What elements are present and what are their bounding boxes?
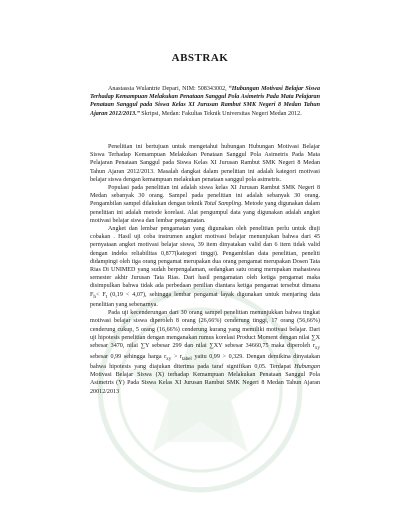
- p4-text-a: Pada uji kecenderungan dari 30 orang sampel penelitian menunjukkan bahwa tingkat motivasi belajar siswa diperoleh 8 orang (26,66%) cenderung tinggi, 17 orang (56,66%) cenderung cukup, 5 orang (16,66%) cenderung kurang yang memiliki motivasi belajar. Dari uji hipotesis penelitian dengan menganakan rumus korelasi Product Moment dengan nilai ∑X sebesar 3470, nilai ∑Y sebesar 299 dan nilai ∑XY sebesar 34660,75 maka diperoleh r: [90, 310, 320, 350]
- p2-text-b: . Metode yang digunakan dalam penelitian ini adalah metode korelasi. Alat pengumpul data yang digunakan adalah angket motivasi belajar siswa dan lembar pengamatan.: [90, 201, 320, 224]
- citation-tail: Skripsi, Medan: Fakultas Teknik Universitas Negeri Medan 2012.: [139, 110, 302, 117]
- abstract-paragraph-2: [90, 184, 320, 225]
- p4-text-mid1: sebesar 0,99 sehingga harga r: [90, 353, 167, 360]
- abstract-paragraph-3: [90, 225, 320, 309]
- p4-text-mid3: yaitu 0,99 > 0,329. Dengan demikina dinyatakan bahwa hipotesis yang diajukan diterima pada taraf signifikan 0,05. Terdapat: [90, 353, 321, 370]
- abstract-title: ABSTRAK: [171, 52, 229, 64]
- abstract-paragraph-1: Penelitian ini bertujuan untuk mengetahui hubungan Hubungan Motivasi Belajar Siswa Terhadap Kemampuan Melakukan Penataan Sanggul Pola Asimetris Pada Mata Pelajaran Penataan Sanggul pada Siswa Kelas XI Jurusan Rambut SMK Negeri 8 Medan Tahun Ajaran 2012/2013. Masalah dangkat dalam penelitian ini adalah kategori motivasi belajar siswa dengan kemampuan melakukan penataan sanggul pola asimetris.: [90, 144, 320, 183]
- p3-sub-h: h: [93, 293, 96, 300]
- p3-text-mid: < F: [95, 291, 106, 298]
- abstract-paragraph-4: [90, 309, 320, 395]
- p2-text-a: Populasi pada penelitian ini adalah siswa kelas XI Jurusan Rambut SMK Negeri 8 Medan sebanyak 30 orang. Sampel pada penelitian ini adalah sebanyak 30 orang. Pengambilan sampel dilakukan dengan teknik: [90, 185, 320, 208]
- abstract-body: [90, 143, 320, 396]
- p4-sub-tabel: tabel: [181, 355, 192, 362]
- citation-lead: Anastassia Wulantrie Depari, NIM: 508343002,: [108, 86, 229, 92]
- p3-text-b: (0,19 < 4,07), sehingga lembar pengamat layak digunakan untuk menjaring data penelitian yang sebenarnya.: [90, 291, 321, 309]
- p4-emphasis: Hubungan: [294, 363, 320, 370]
- p4-sub-xy-2: xy: [166, 355, 172, 362]
- p4-sub-xy-1: xy: [314, 345, 320, 352]
- p3-text-a: Angket dan lembar pengamatan yang digunakan oleh penelitian perlu untuk diuji cobakan . Hasil uji coba instrumen angket motivasi belajar menunjukan bahwa dari 45 pernyataan angket motivasi belajar siswa, 39 item dinyatakan valid dan 6 item tidak valid dengan indeks reliabilitas 0,877(kategori tinggi). Pengambilan data penelitian, peneliti didampingi oleh tiga orang pengamat merupakan dua orang pengamat merupakan Dosen Tata Rias Di UNIMED yang sudah berpengalaman, sedangkan satu orang merupakan mahasiswa semester akhir Jurusan Tata Rias. Dari hasil pengamatan oleh ketiga pengamat maka disimpulkan bahwa tidak ada perbedaan penilian diantara ketiga pengamat tersebut dimana F: [90, 226, 320, 298]
- citation-work-title: “Hubungan Motivasi Belajar Siswa Terhadap Kemampuan Melakukan Penataan Sanggul Pola Asimetris Pada Mata Pelajaran Penataan Sanggul pada Siswa Kelas XI Jurusan Rambut SMK Negeri 8 Medan Tahun Ajaran 2012/2013.”: [90, 86, 320, 117]
- p4-text-mid2: > r: [171, 353, 182, 360]
- p3-sub-t: t: [105, 293, 108, 300]
- citation-paragraph: [90, 85, 320, 118]
- p2-emphasis: Total Sampling: [204, 201, 242, 208]
- p4-text-b: Motivasi Belajar Siswa (X) terhadap Kemampuan Melakukan Penataan Sanggul Pola Asimetris (Y) Pada Siswa Kelas XI Jurusan Rambut SMK Negeri 8 Medan Tahun Ajaran 20012/2013: [90, 372, 320, 395]
